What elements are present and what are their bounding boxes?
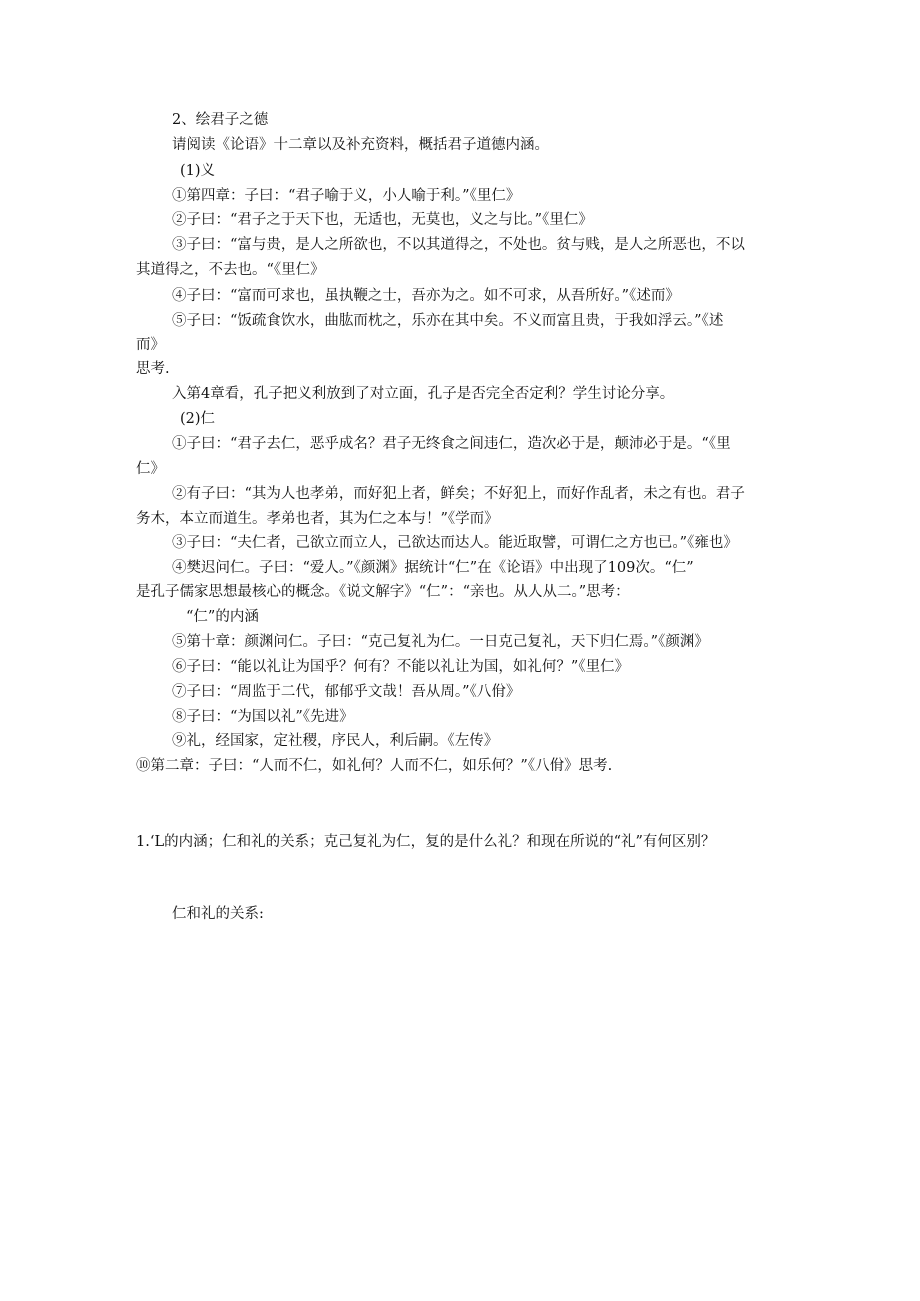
yi-item-continuation: 而》 <box>136 337 165 353</box>
ren-item: ②有子曰：“其为人也孝弟，而好犯上者，鲜矣；不好犯上，而好作乱者，未之有也。君子 <box>172 486 745 502</box>
ren-item-continuation: 是孔子儒家思想最核心的概念。《说文解字》“仁”：“亲也。从人从二。”思考： <box>136 584 630 600</box>
ren-item-continuation: 仁》 <box>136 461 165 477</box>
yi-item: ⑤子曰：“饭疏食饮水，曲肱而枕之，乐亦在其中矣。不义而富且贵，于我如浮云。”《述 <box>172 313 724 329</box>
ren-item: ⑧子曰：“为国以礼”《先进》 <box>172 709 354 725</box>
discussion-question: 1.‘L的内涵；仁和礼的关系；克己复礼为仁，复的是什么礼？和现在所说的“礼”有何区别？ <box>136 834 716 850</box>
ren-item: ⑦子曰：“周监于二代，郁郁乎文哉！吾从周。”《八佾》 <box>172 684 521 700</box>
ren-item: ①子曰：“君子去仁，恶乎成名？君子无终食之间违仁，造次必于是，颠沛必于是。“《里 <box>172 436 731 452</box>
yi-item: ①第四章：子曰：“君子喻于义，小人喻于利。”《里仁》 <box>172 188 521 204</box>
yi-item: ②子曰：“君子之于天下也，无适也，无莫也，义之与比。”《里仁》 <box>172 212 593 228</box>
ren-item: ⑤第十章：颜渊问仁。子曰：“克己复礼为仁。一日克己复礼，天下归仁焉。”《颜渊》 <box>172 634 709 650</box>
instruction: 请阅读《论语》十二章以及补充资料，概括君子道德内涵。 <box>172 137 549 153</box>
answer-label: 仁和礼的关系: <box>172 906 264 922</box>
ren-item: ⑥子曰：“能以礼让为国乎？何有？不能以礼让为国，如礼何？”《里仁》 <box>172 659 630 675</box>
ren-item: ③子曰：“夫仁者，己欲立而立人，己欲达而达人。能近取譬，可谓仁之方也已。”《雍也》 <box>172 535 738 551</box>
ren-item: ④樊迟问仁。子曰：“爱人。”《颜渊》据统计“仁”在《论语》中出现了109次。“仁” <box>172 560 694 576</box>
think-label: 思考. <box>136 361 170 377</box>
think-question: 入第4章看，孔子把义利放到了对立面，孔子是否完全否定利？学生讨论分享。 <box>172 386 675 402</box>
yi-item-continuation: 其道得之，不去也。“《里仁》 <box>136 262 325 278</box>
yi-item: ④子曰：“富而可求也，虽执鞭之士，吾亦为之。如不可求，从吾所好。”《述而》 <box>172 288 680 304</box>
section-title: 2、绘君子之德 <box>172 112 269 128</box>
yi-item: ③子曰：“富与贵，是人之所欲也，不以其道得之，不处也。贫与贱，是人之所恶也，不以 <box>172 237 745 253</box>
ren-heading: (2)仁 <box>180 411 216 427</box>
ren-item-continuation: 务木，本立而道生。孝弟也者，其为仁之本与！”《学而》 <box>136 511 499 527</box>
ren-item: ⑩第二章：子曰：“人而不仁，如礼何？人而不仁，如乐何？”《八佾》思考. <box>136 758 613 774</box>
yi-heading: (1)义 <box>180 163 216 179</box>
ren-subheading: “仁”的内涵 <box>186 609 259 625</box>
ren-item: ⑨礼，经国家，定社稷，序民人，利后嗣。《左传》 <box>172 733 499 749</box>
